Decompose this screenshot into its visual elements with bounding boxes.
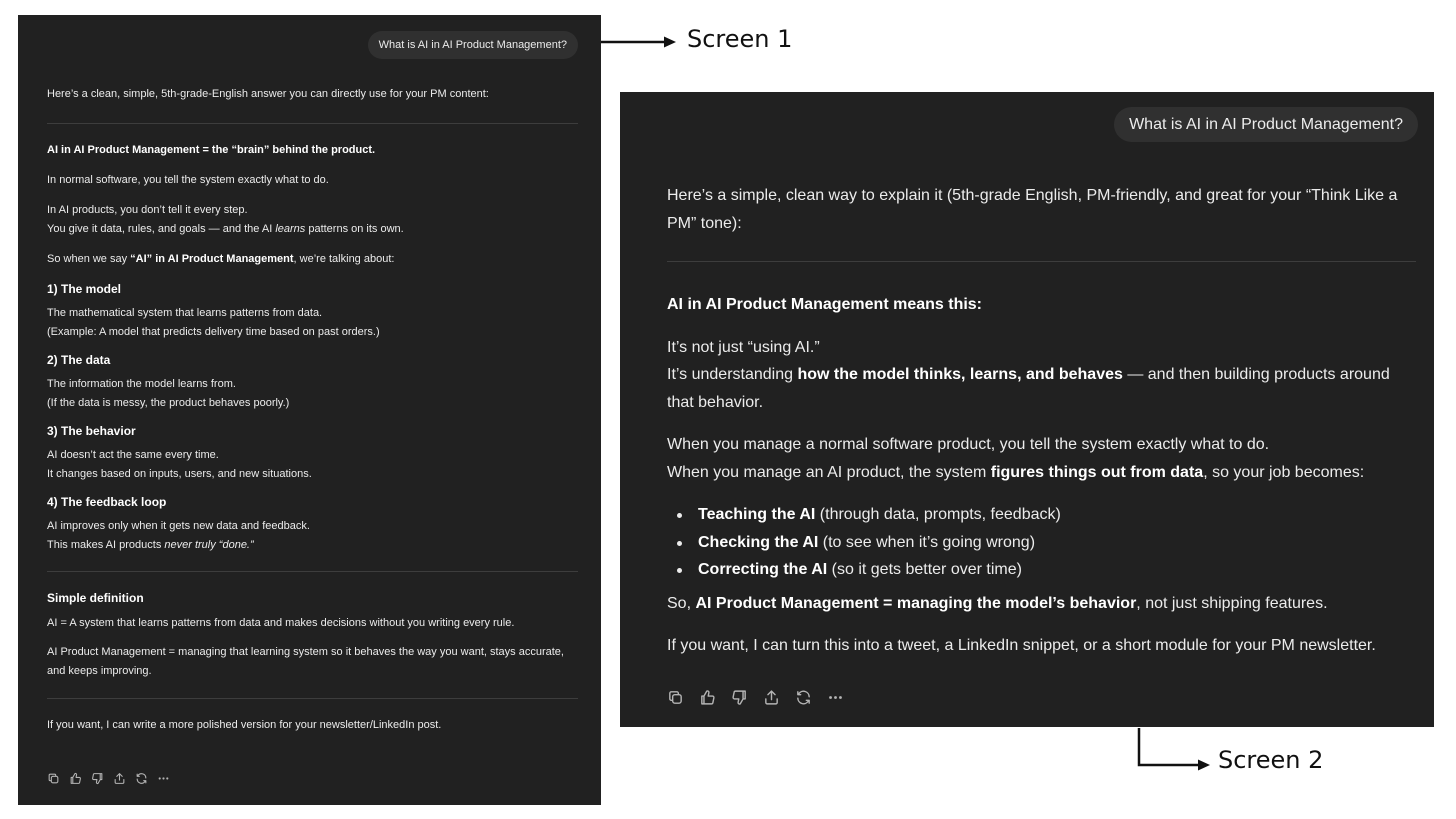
so-when-text: So when we say “AI” in AI Product Management, we’re talking about: [47, 253, 395, 265]
screen-2-arrow-head [1198, 760, 1210, 771]
ai-products-text: In AI products, you don’t tell it every step. You give it data, rules, and goals — and the AI learns patterns on its own. [47, 204, 404, 235]
normal-software-text: In normal software, you tell the system exactly what to do. [47, 174, 329, 186]
manage-text: When you manage a normal software product, you tell the system exactly what to do. When you manage an AI product, the system figures things out from data, so your job becomes: [667, 436, 1365, 481]
summary-text: So, AI Product Management = managing the model’s behavior, not just shipping features. [667, 594, 1328, 612]
section-title: 2) The data [47, 353, 111, 367]
closing-offer: If you want, I can write a more polished version for your newsletter/LinkedIn post. [47, 719, 442, 731]
section-line: (Example: A model that predicts delivery time based on past orders.) [47, 326, 380, 338]
user-message-bubble: What is AI in AI Product Management? [368, 31, 578, 59]
list-item: Checking the AI (to see when it’s going wrong) [667, 529, 1416, 557]
screen-2-label: Screen 2 [1218, 746, 1324, 774]
response-heading: AI in AI Product Management means this: [667, 296, 983, 313]
response-intro: Here’s a simple, clean way to explain it (5th-grade English, PM-friendly, and great for your “Think Like a PM” tone): [667, 187, 1398, 232]
user-message-bubble: What is AI in AI Product Management? [1114, 107, 1418, 142]
section-line: The mathematical system that learns patterns from data. [47, 307, 323, 319]
understanding-text: It’s not just “using AI.” It’s understanding how the model thinks, learns, and behaves — and then building products around that behavior. [667, 338, 1390, 411]
pm-definition: AI Product Management = managing that learning system so it behaves the way you want, stays accurate, and keeps improving. [47, 646, 564, 677]
section-line: AI improves only when it gets new data and feedback. [47, 520, 310, 532]
section-line: The information the model learns from. [47, 378, 236, 390]
screen-1-label: Screen 1 [687, 25, 793, 53]
section-line: (If the data is messy, the product behaves poorly.) [47, 397, 290, 409]
ai-definition: AI = A system that learns patterns from data and makes decisions without you writing every rule. [47, 617, 515, 629]
definition-heading: AI in AI Product Management = the “brain” behind the product. [47, 144, 376, 156]
list-item: Teaching the AI (through data, prompts, feedback) [667, 501, 1416, 529]
section-line: This makes AI products never truly “done.” [47, 539, 254, 551]
screen-1-arrow-head [664, 37, 676, 48]
section-title: 1) The model [47, 282, 122, 296]
list-item: Correcting the AI (so it gets better over time) [667, 556, 1416, 584]
screen-2-arrow-line [1139, 728, 1203, 765]
section-title: 4) The feedback loop [47, 495, 167, 509]
closing-offer: If you want, I can turn this into a tweet, a LinkedIn snippet, or a short module for your PM newsletter. [667, 637, 1376, 654]
section-line: AI doesn’t act the same every time. [47, 449, 219, 461]
response-intro: Here’s a clean, simple, 5th-grade-English answer you can directly use for your PM content: [47, 88, 489, 100]
section-title: 3) The behavior [47, 424, 136, 438]
section-line: It changes based on inputs, users, and new situations. [47, 468, 312, 480]
simple-definition-title: Simple definition [47, 591, 144, 605]
